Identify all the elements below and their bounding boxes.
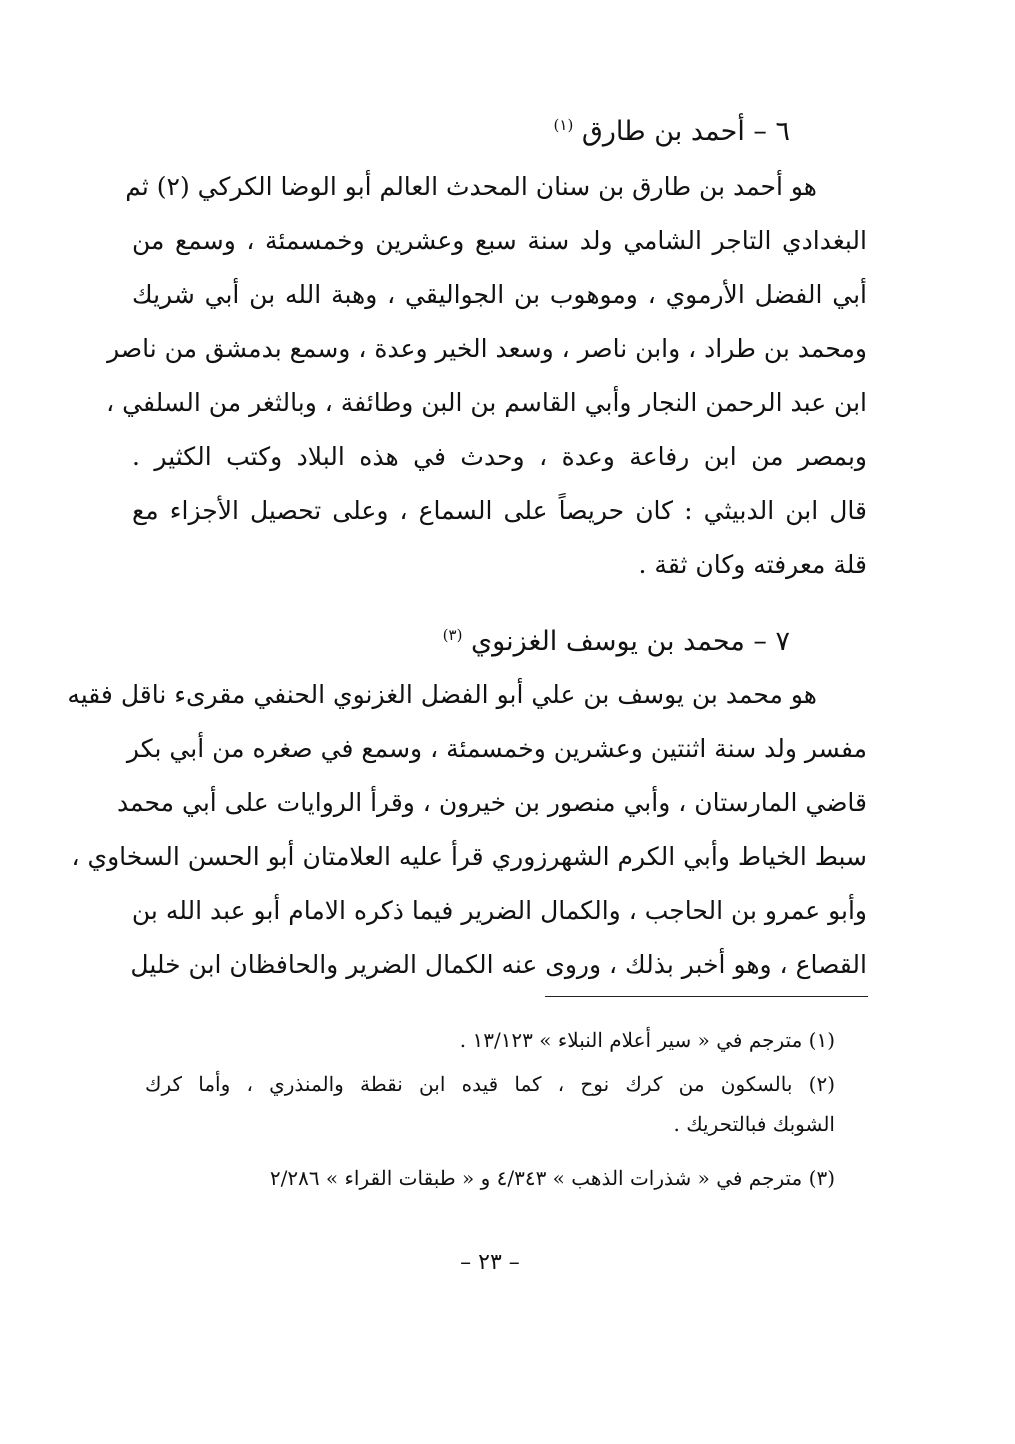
footnote-ref-1: (١): [553, 116, 574, 134]
entry-7-line: سبط الخياط وأبي الكرم الشهرزوري قرأ عليه العلامتان أبو الحسن السخاوي ،: [71, 842, 867, 871]
page-number: – ٢٣ –: [460, 1250, 520, 1275]
footnote-1: (١) مترجم في « سير أعلام النبلاء » ١٣/١٢٣ .: [459, 1028, 835, 1052]
entry-7-heading: [190, 618, 790, 659]
entry-6-line: ابن عبد الرحمن النجار وأبي القاسم بن البن وطائفة ، وبالثغر من السلفي ،: [106, 388, 867, 417]
entry-7-line: وأبو عمرو بن الحاجب ، والكمال الضرير فيما ذكره الامام أبو عبد الله بن: [131, 896, 867, 925]
entry-6-line: وبمصر من ابن رفاعة وعدة ، وحدث في هذه البلاد وكتب الكثير .: [132, 442, 867, 471]
entry-6-line: قلة معرفته وكان ثقة .: [638, 550, 867, 579]
entry-6-line: قال ابن الدبيثي : كان حريصاً على السماع ، وعلى تحصيل الأجزاء مع: [132, 496, 867, 525]
footnote-ref-3: (٣): [442, 626, 463, 644]
footnote-2-continuation: الشوبك فبالتحريك .: [673, 1112, 835, 1136]
entry-7-line: قاضي المارستان ، وأبي منصور بن خيرون ، وقرأ الروايات على أبي محمد: [116, 788, 867, 817]
entry-6-line: ومحمد بن طراد ، وابن ناصر ، وسعد الخير وعدة ، وسمع بدمشق من ناصر: [107, 334, 867, 363]
entry-7-body: [67, 668, 867, 992]
entry-7-title: ٧ – محمد بن يوسف الغزنوي: [471, 626, 790, 657]
footnotes: [145, 1018, 835, 1200]
entry-6-line: أبي الفضل الأرموي ، وموهوب بن الجواليقي ، وهبة الله بن أبي شريك: [132, 280, 867, 309]
entry-7-line: مفسر ولد سنة اثنتين وعشرين وخمسمئة ، وسمع في صغره من أبي بكر: [126, 734, 867, 763]
entry-6-line: هو أحمد بن طارق بن سنان المحدث العالم أبو الوضا الكركي (٢) ثم: [125, 172, 817, 201]
footnote-3: (٣) مترجم في « شذرات الذهب » ٤/٣٤٣ و « طبقات القراء » ٢/٢٨٦: [269, 1166, 835, 1190]
entry-7-line: القصاع ، وهو أخبر بذلك ، وروى عنه الكمال الضرير والحافظان ابن خليل: [130, 950, 867, 979]
footnote-divider: [545, 996, 868, 997]
entry-6-title: ٦ – أحمد بن طارق: [581, 116, 790, 147]
footnote-2: (٢) بالسكون من كرك نوح ، كما قيده ابن نقطة والمنذري ، وأما كرك: [145, 1072, 835, 1096]
entry-6-body: [106, 160, 867, 592]
entry-6-line: البغدادي التاجر الشامي ولد سنة سبع وعشرين وخمسمئة ، وسمع من: [132, 226, 867, 255]
entry-6-heading: [190, 108, 790, 149]
entry-7-line: هو محمد بن يوسف بن علي أبو الفضل الغزنوي الحنفي مقرىء ناقل فقيه: [67, 680, 817, 709]
